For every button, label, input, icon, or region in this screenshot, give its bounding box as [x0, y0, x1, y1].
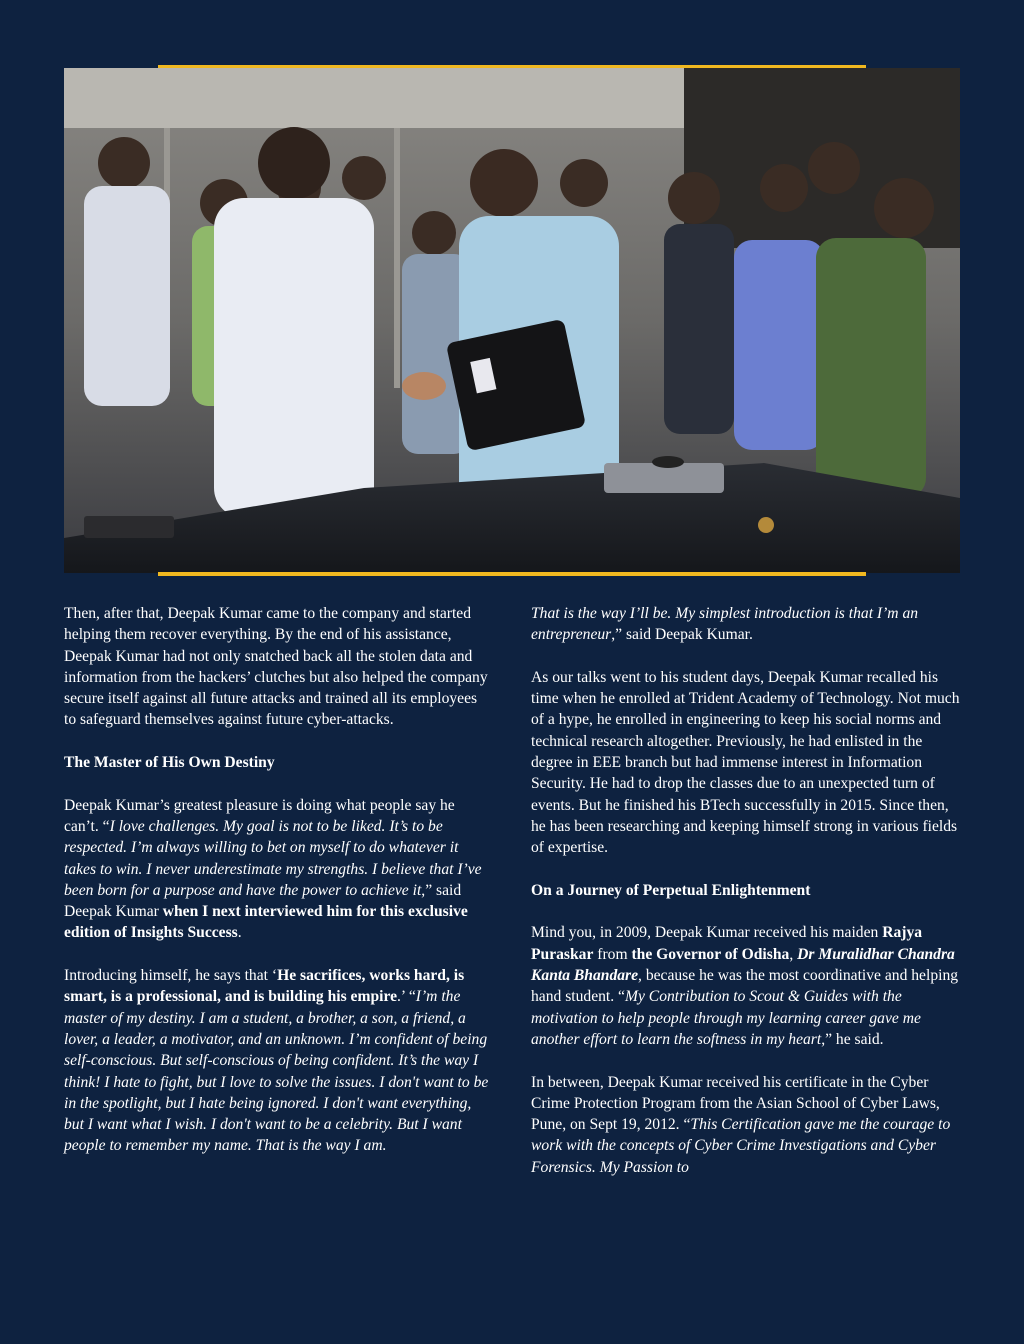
bottom-accent-line	[158, 572, 866, 576]
paragraph	[64, 603, 492, 731]
section-heading: The Master of His Own Destiny	[64, 754, 275, 772]
paragraph-text: from	[593, 945, 632, 963]
paragraph	[531, 1072, 963, 1178]
section-heading: On a Journey of Perpetual Enlightenment	[531, 881, 811, 899]
group-handshake-photo	[64, 68, 960, 573]
paragraph	[64, 965, 492, 1157]
paragraph	[531, 603, 963, 646]
paragraph-text: ,	[789, 945, 798, 963]
quote-text: I’m the master of my destiny. I am a student, a brother, a son, a friend, a lover, a leader, a motivator, and an unknown. I’m confident of being self-conscious. But self-conscious of being confident. It’s the way I think! I hate to fight, but I love to solve the issues. I don't want to be in the spotlight, but I hate being ignored. I don't want everything, but I want what I wish. I don't want to be a celebrity. But I want people to remember my name. That is the way I am.	[64, 988, 489, 1155]
paragraph-text: As our talks went to his student days, Deepak Kumar recalled his time when he enrolled at Trident Academy of Technology. Not much of a hype, he enrolled in engineering to keep his social norms and technical research altogether. Previously, he had enlisted in the degree in EEE branch but had immense interest in Information Security. He had to drop the classes due to an unexpected turn of events. But he finished his BTech successfully in 2015. Since then, he has been researching and keeping himself strong in various fields of expertise.	[531, 668, 960, 857]
paragraph-text: Then, after that, Deepak Kumar came to the company and started helping them recover everything. By the end of his assistance, Deepak Kumar had not only snatched back all the stolen data and information from the hackers’ clutches but also helped the company secure itself against all future attacks and trained all its employees to safeguard themselves against future cyber-attacks.	[64, 605, 488, 729]
paragraph-text: , because he was the most coordinative and helping hand student. “	[531, 967, 959, 1006]
emphasis-text: Dr Muralidhar Chandra Kanta Bhandare	[531, 945, 955, 985]
emphasis-text: He sacrifices, works hard, is smart, is a professional, and is building his empire	[64, 967, 465, 1006]
article-column-right	[531, 603, 963, 1199]
paragraph-text: Mind you, in 2009, Deepak Kumar received his maiden	[531, 924, 883, 942]
emphasis-text: the Governor of Odisha	[631, 945, 790, 963]
quote-text: This Certification gave me the courage to work with the concepts of Cyber Crime Investigations and Cyber Forensics. My Passion to	[531, 1116, 951, 1176]
paragraph-text: ,” said Deepak Kumar.	[611, 626, 753, 644]
group-handshake-photo-icon	[64, 68, 960, 573]
paragraph-text: Deepak Kumar’s greatest pleasure is doing what people say he can’t. “	[64, 796, 455, 835]
paragraph	[531, 922, 963, 1050]
paragraph-text: .	[237, 924, 242, 942]
paragraph-text: ,” he said.	[821, 1030, 884, 1048]
quote-text: I love challenges. My goal is not to be liked. It’s to be respected. I’m always willing to bet on myself to do whatever it takes to win. I never underestimate my strengths. I believe that I’ve been born for a purpose and have the power to achieve it	[64, 817, 482, 899]
paragraph	[531, 667, 963, 859]
article-column-left	[64, 603, 492, 1178]
paragraph-text: In between, Deepak Kumar received his certificate in the Cyber Crime Protection Program from the Asian School of Cyber Laws, Pune, on Sept 19, 2012. “	[531, 1073, 940, 1134]
paragraph	[64, 795, 492, 944]
quote-text: That is the way I’ll be. My simplest introduction is that I’m an entrepreneur	[531, 605, 919, 644]
paragraph-text: Introducing himself, he says that ‘	[64, 967, 278, 985]
emphasis-text: when I next interviewed him for this exclusive edition of Insights Success	[64, 903, 468, 942]
paragraph-text: .’ “	[397, 988, 416, 1006]
emphasis-text: Rajya Puraskar	[531, 924, 923, 963]
quote-text: My Contribution to Scout & Guides with the motivation to help people through my learning career gave me another effort to learn the softness in my heart	[531, 988, 921, 1048]
paragraph-text: ,” said Deepak Kumar	[64, 881, 462, 921]
